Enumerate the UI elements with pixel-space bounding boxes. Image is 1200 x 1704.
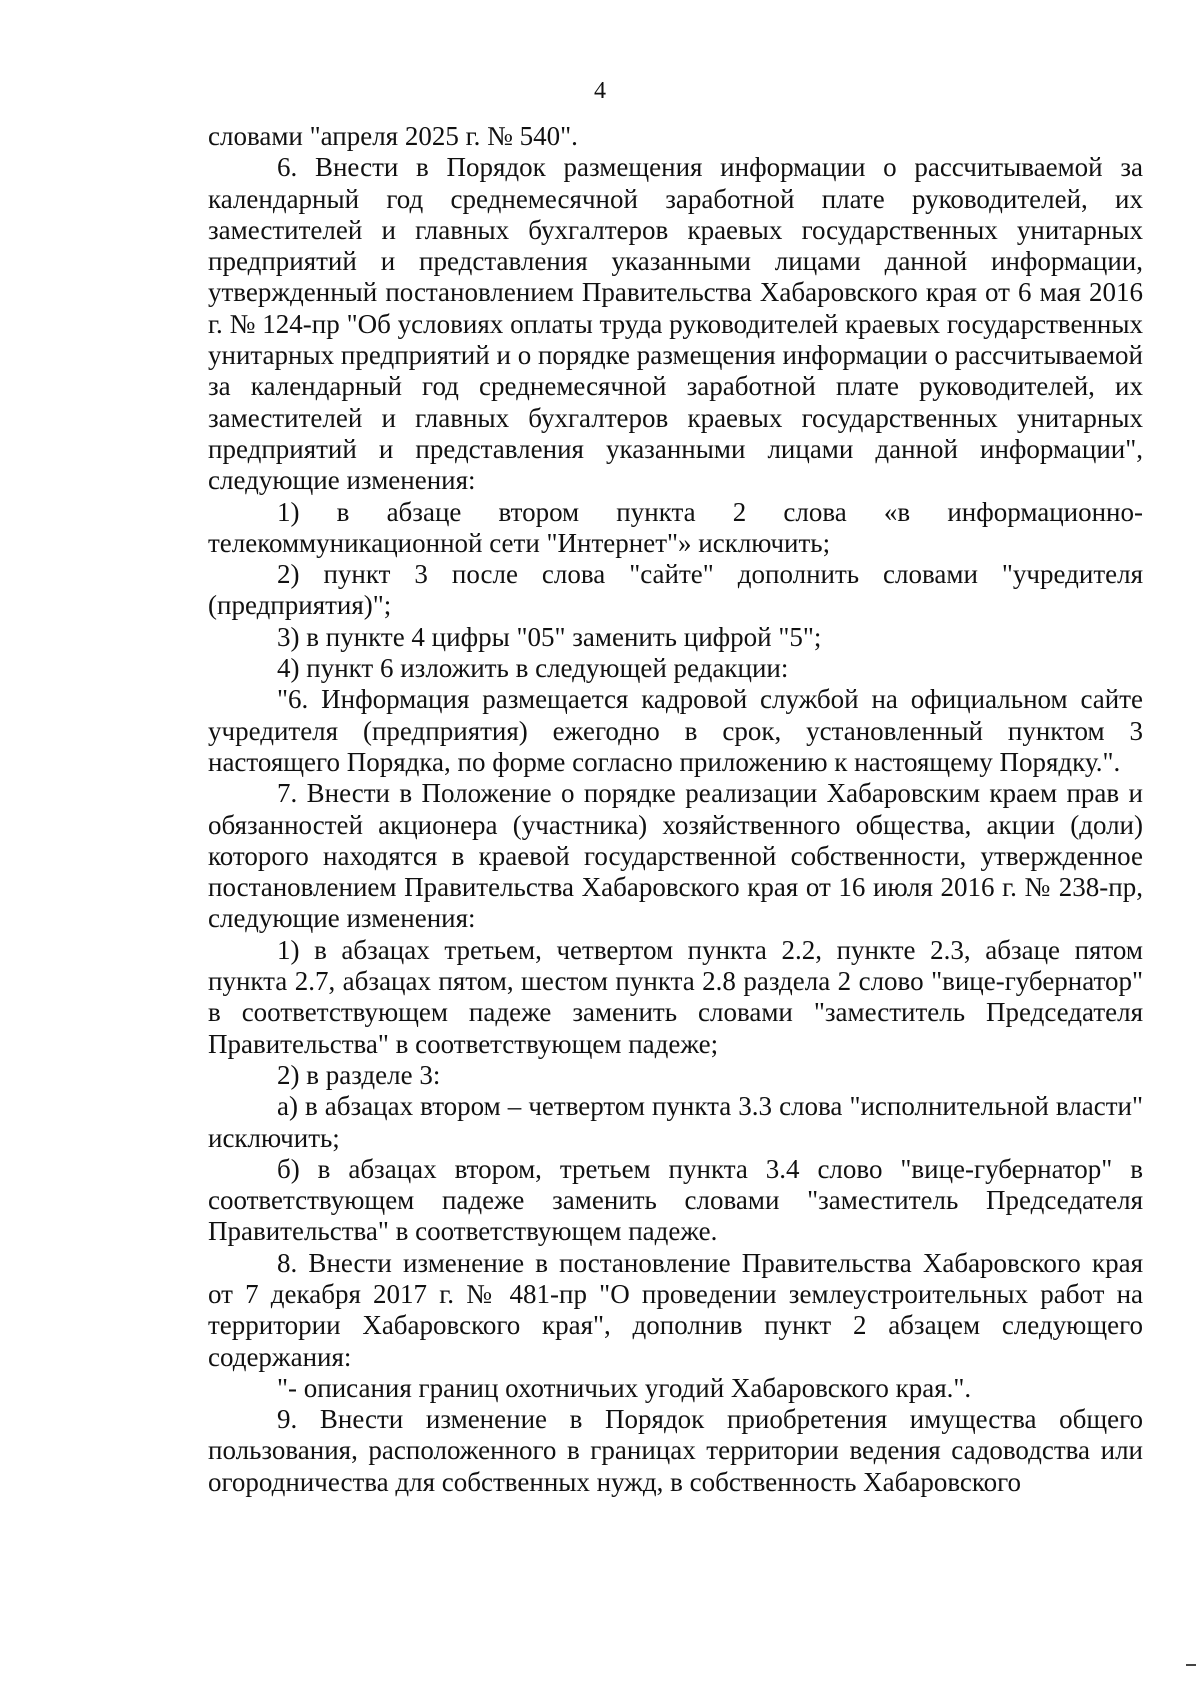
paragraph-item-6-1: 1) в абзаце втором пункта 2 слова «в информационно-телекоммуникационной сети "Интернет"» исключить; [208,496,1143,558]
paragraph-item-7-2-a: а) в абзацах втором – четвертом пункта 3.3 слова "исполнительной власти" исключить; [208,1091,1143,1153]
paragraph-item-8-quote: "- описания границ охотничьих угодий Хабаровского края.". [277,1372,972,1403]
paragraph-item-7-1: 1) в абзацах третьем, четвертом пункта 2.2, пункте 2.3, абзаце пятом пункта 2.7, абзацах пятом, шестом пункта 2.8 раздела 2 слово "вице-губернатор" в соответствующем падеже заменить словами "заместитель Председателя Правительства" в соответствующем падеже; [208,934,1143,1059]
paragraph-item-9: 9. Внести изменение в Порядок приобретения имущества общего пользования, расположенного в границах территории ведения садоводства или огородничества для собственных нужд, в собственность Хабаровского [208,1404,1143,1497]
paragraph-continuation: словами "апреля 2025 г. № 540". [208,121,578,151]
paragraph-item-6: 6. Внести в Порядок размещения информации о рассчитываемой за календарный год среднемесячной заработной плате руководителей, их заместителей и главных бухгалтеров краевых государственных унитарных предприятий и представления указанными лицами данной информации, утвержденный постановлением Правительства Хабаровского края от 6 мая 2016 г. № 124-пр "Об условиях оплаты труда руководителей краевых государственных унитарных предприятий и о порядке размещения информации о рассчитываемой за календарный год среднемесячной заработной плате руководителей, их заместителей и главных бухгалтеров краевых государственных унитарных предприятий и представления указанными лицами данной информации", следующие изменения: [208,152,1143,496]
paragraph-item-7: 7. Внести в Положение о порядке реализации Хабаровским краем прав и обязанностей акционера (участника) хозяйственного общества, акции (доли) которого находятся в краевой государственной собственности, утвержденное постановлением Правительства Хабаровского края от 16 июля 2016 г. № 238-пр, следующие изменения: [208,778,1143,934]
page-number: 4 [594,78,606,104]
paragraph-item-7-2-b: б) в абзацах втором, третьем пункта 3.4 слово "вице-губернатор" в соответствующем падеже заменить словами "заместитель Председателя Правительства" в соответствующем падеже. [208,1153,1143,1247]
scan-edge-mark [1186,1664,1196,1666]
paragraph-item-6-3: 3) в пункте 4 цифры "05" заменить цифрой "5"; [277,621,822,652]
paragraph-item-7-2: 2) в разделе 3: [277,1059,441,1090]
paragraph-item-6-quote: "6. Информация размещается кадровой службой на официальном сайте учредителя (предприятия) ежегодно в срок, установленный пунктом 3 настоящего Порядка, по форме согласно приложению к настоящему Порядку.". [208,684,1143,777]
paragraph-item-6-4: 4) пункт 6 изложить в следующей редакции: [277,653,789,684]
paragraph-item-6-2: 2) пункт 3 после слова "сайте" дополнить словами "учредителя (предприятия)"; [208,559,1143,621]
document-body [208,121,1143,1498]
paragraph-item-8: 8. Внести изменение в постановление Правительства Хабаровского края от 7 декабря 2017 г. № 481-пр "О проведении землеустроительных работ на территории Хабаровского края", дополнив пункт 2 абзацем следующего содержания: [208,1247,1143,1372]
